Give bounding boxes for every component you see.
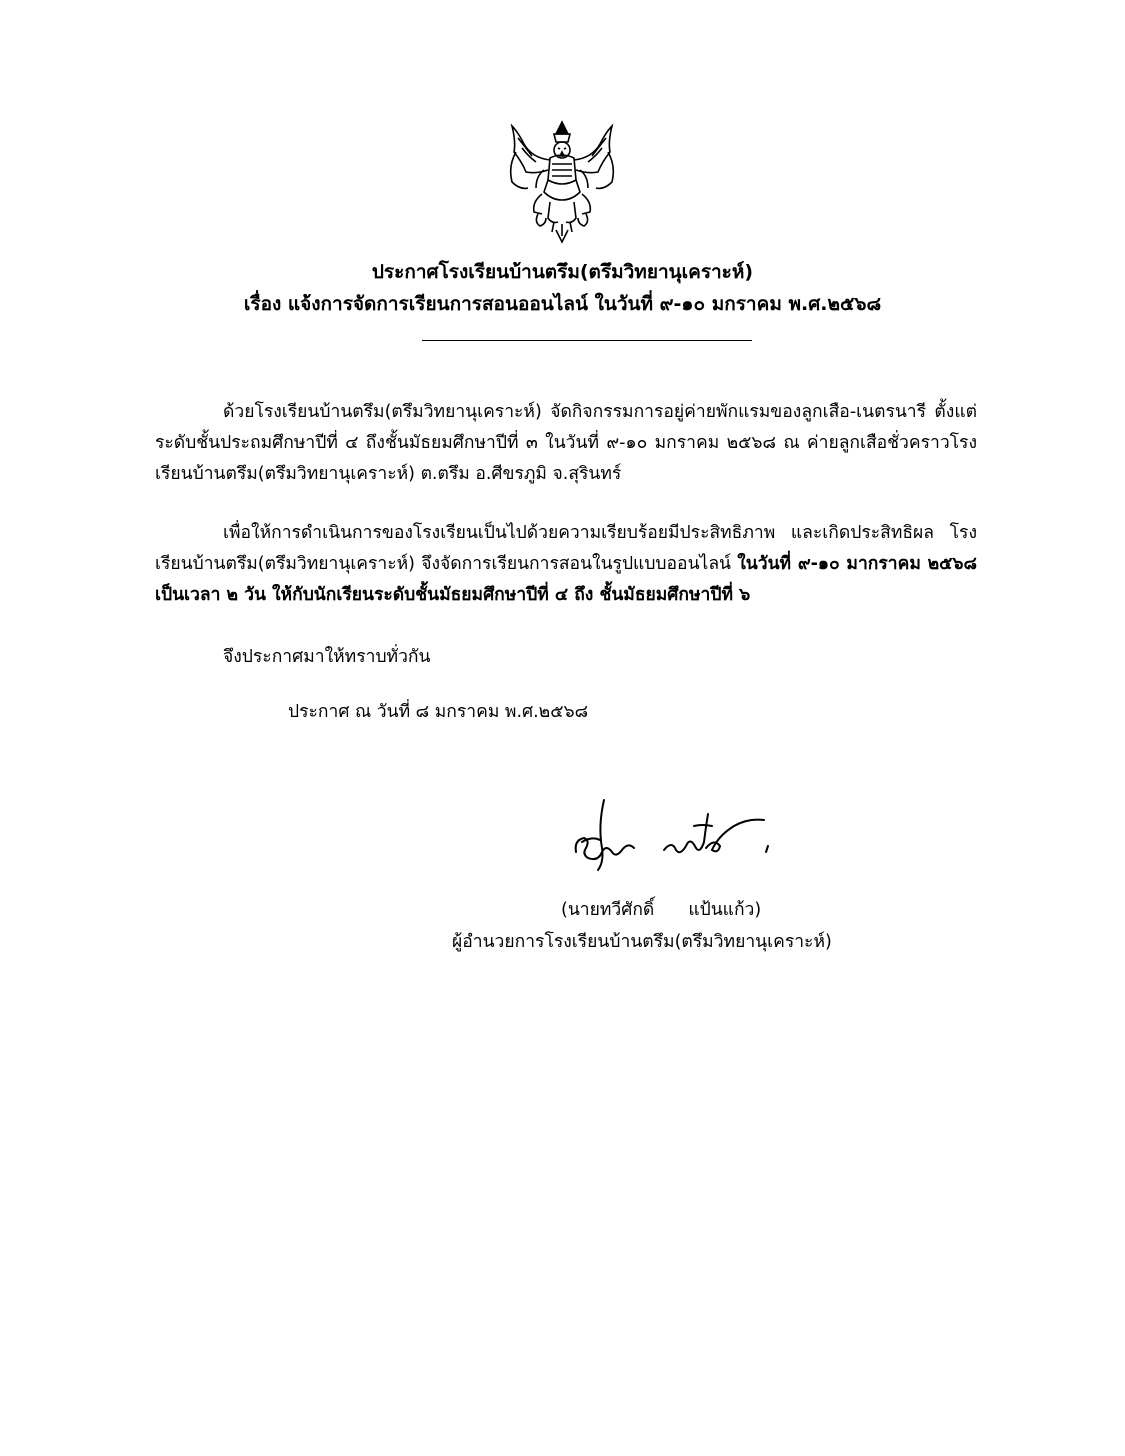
paragraph-intro-text: ด้วยโรงเรียนบ้านตรึม(ตรึมวิทยานุเคราะห์) จัดกิจกรรมการอยู่ค่ายพักแรมของลูกเสือ-เนตรนารี ตั้งแต่ระดับชั้นประถมศึกษาปีที่ ๔ ถึงชั้นมัธยมศึกษาปีที่ ๓ ในวันที่ ๙-๑๐ มกราคม ๒๕๖๘ ณ ค่ายลูกเสือชั่วคราวโรงเรียนบ้านตรึม(ตรึมวิทยานุเคราะห์) ต.ตรึม อ.ศีขรภูมิ จ.สุรินทร์ [155, 402, 977, 484]
closing-line: จึงประกาศมาให้ทราบทั่วกัน [223, 647, 431, 667]
signatory-last-name: แป้นแก้ว) [688, 900, 762, 920]
paragraph-purpose [155, 518, 977, 611]
paragraph-purpose-bold: ในวันที่ ๙-๑๐ มากราคม ๒๕๖๘ เป็นเวลา ๒ วัน ให้กับนักเรียนระดับชั้นมัธยมศึกษาปีที่ ๔ ถึง ชั้นมัธยมศึกษาปีที่ ๖ [155, 554, 977, 605]
signature-image [568, 796, 778, 874]
announce-date: ประกาศ ณ วันที่ ๘ มกราคม พ.ศ.๒๕๖๘ [288, 702, 589, 722]
signatory-name [561, 898, 761, 922]
announcement-title: ประกาศโรงเรียนบ้านตรึม(ตรึมวิทยานุเคราะห์) [371, 261, 754, 283]
signatory-first-name: (นายทวีศักดิ์ [561, 900, 655, 920]
signatory-position: ผู้อำนวยการโรงเรียนบ้านตรึม(ตรึมวิทยานุเคราะห์) [452, 932, 832, 952]
announcement-subject: เรื่อง แจ้งการจัดการเรียนการสอนออนไลน์ ในวันที่ ๙-๑๐ มกราคม พ.ศ.๒๕๖๘ [243, 293, 882, 315]
paragraph-purpose-text: เพื่อให้การดำเนินการของโรงเรียนเป็นไปด้วยความเรียบร้อยมีประสิทธิภาพ และเกิดประสิทธิผล โรงเรียนบ้านตรึม(ตรึมวิทยานุเคราะห์) จึงจัดการเรียนการสอนในรูปแบบออนไลน์ [155, 523, 977, 574]
header-divider [422, 340, 752, 341]
garuda-emblem-icon [502, 118, 622, 244]
paragraph-intro [155, 397, 977, 490]
